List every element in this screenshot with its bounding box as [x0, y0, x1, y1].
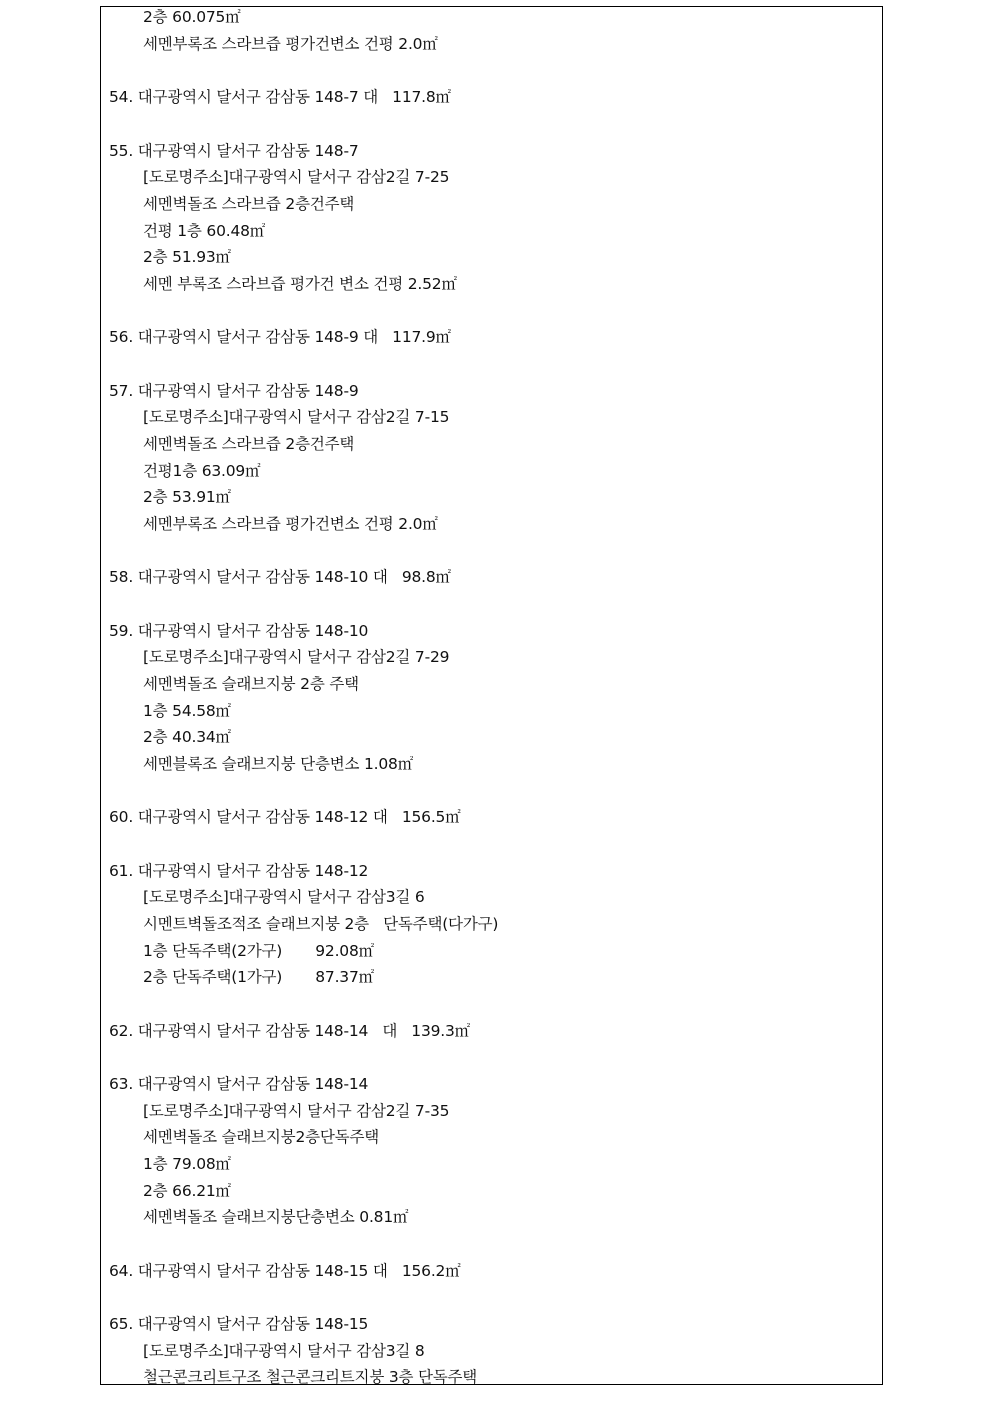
text-line: 1층 단독주택(2가구) 92.08㎡	[143, 942, 374, 960]
text-line: 1층 79.08㎡	[143, 1155, 231, 1173]
text-line: 세멘부록조 스라브즙 평가건변소 건평 2.0㎡	[143, 515, 438, 533]
text-line: 세멘벽돌조 슬래브지붕단층변소 0.81㎡	[143, 1208, 409, 1226]
text-line: 2층 단독주택(1가구) 87.37㎡	[143, 968, 374, 986]
entry-62-heading: 62. 대구광역시 달서구 감삼동 148-14 대 139.3㎡	[109, 1022, 470, 1040]
text-line: [도로명주소]대구광역시 달서구 감삼2길 7-35	[143, 1102, 450, 1120]
entry-58-heading: 58. 대구광역시 달서구 감삼동 148-10 대 98.8㎡	[109, 568, 451, 586]
text-line: 세멘벽돌조 슬래브지붕 2층 주택	[143, 675, 359, 693]
text-line: 건평 1층 60.48㎡	[143, 222, 266, 240]
text-line: 2층 66.21㎡	[143, 1182, 231, 1200]
text-line: 1층 54.58㎡	[143, 702, 231, 720]
entry-61-heading: 61. 대구광역시 달서구 감삼동 148-12	[109, 862, 369, 880]
entry-65-heading: 65. 대구광역시 달서구 감삼동 148-15	[109, 1315, 369, 1333]
text-line: 세멘벽돌조 스라브즙 2층건주택	[143, 435, 355, 453]
entry-60-heading: 60. 대구광역시 달서구 감삼동 148-12 대 156.5㎡	[109, 808, 461, 826]
text-line: 세멘블록조 슬래브지붕 단층변소 1.08㎡	[143, 755, 414, 773]
text-line: 세멘벽돌조 스라브즙 2층건주택	[143, 195, 355, 213]
text-line: 2층 40.34㎡	[143, 728, 231, 746]
text-line: 세멘부록조 스라브즙 평가건변소 건평 2.0㎡	[143, 35, 438, 53]
text-line: 2층 60.075㎡	[143, 8, 241, 26]
entry-57-heading: 57. 대구광역시 달서구 감삼동 148-9	[109, 382, 359, 400]
text-line: [도로명주소]대구광역시 달서구 감삼2길 7-29	[143, 648, 450, 666]
text-line: 2층 51.93㎡	[143, 248, 231, 266]
text-line: 철근콘크리트구조 철근콘크리트지붕 3층 단독주택	[143, 1368, 478, 1385]
text-line: 세멘벽돌조 슬래브지붕2층단독주택	[143, 1128, 379, 1146]
text-line: [도로명주소]대구광역시 달서구 감삼3길 8	[143, 1342, 425, 1360]
document-frame	[100, 6, 883, 1385]
entry-64-heading: 64. 대구광역시 달서구 감삼동 148-15 대 156.2㎡	[109, 1262, 461, 1280]
entry-63-heading: 63. 대구광역시 달서구 감삼동 148-14	[109, 1075, 369, 1093]
entry-59-heading: 59. 대구광역시 달서구 감삼동 148-10	[109, 622, 369, 640]
entry-54-heading: 54. 대구광역시 달서구 감삼동 148-7 대 117.8㎡	[109, 88, 451, 106]
text-line: 2층 53.91㎡	[143, 488, 231, 506]
text-line: 시멘트벽돌조적조 슬래브지붕 2층 단독주택(다가구)	[143, 915, 499, 933]
text-line: 세멘 부록조 스라브즙 평가건 변소 건평 2.52㎡	[143, 275, 457, 293]
text-line: [도로명주소]대구광역시 달서구 감삼2길 7-25	[143, 168, 450, 186]
text-line: [도로명주소]대구광역시 달서구 감삼2길 7-15	[143, 408, 450, 426]
entry-55-heading: 55. 대구광역시 달서구 감삼동 148-7	[109, 142, 359, 160]
text-line: 건평1층 63.09㎡	[143, 462, 261, 480]
entry-56-heading: 56. 대구광역시 달서구 감삼동 148-9 대 117.9㎡	[109, 328, 451, 346]
text-line: [도로명주소]대구광역시 달서구 감삼3길 6	[143, 888, 425, 906]
